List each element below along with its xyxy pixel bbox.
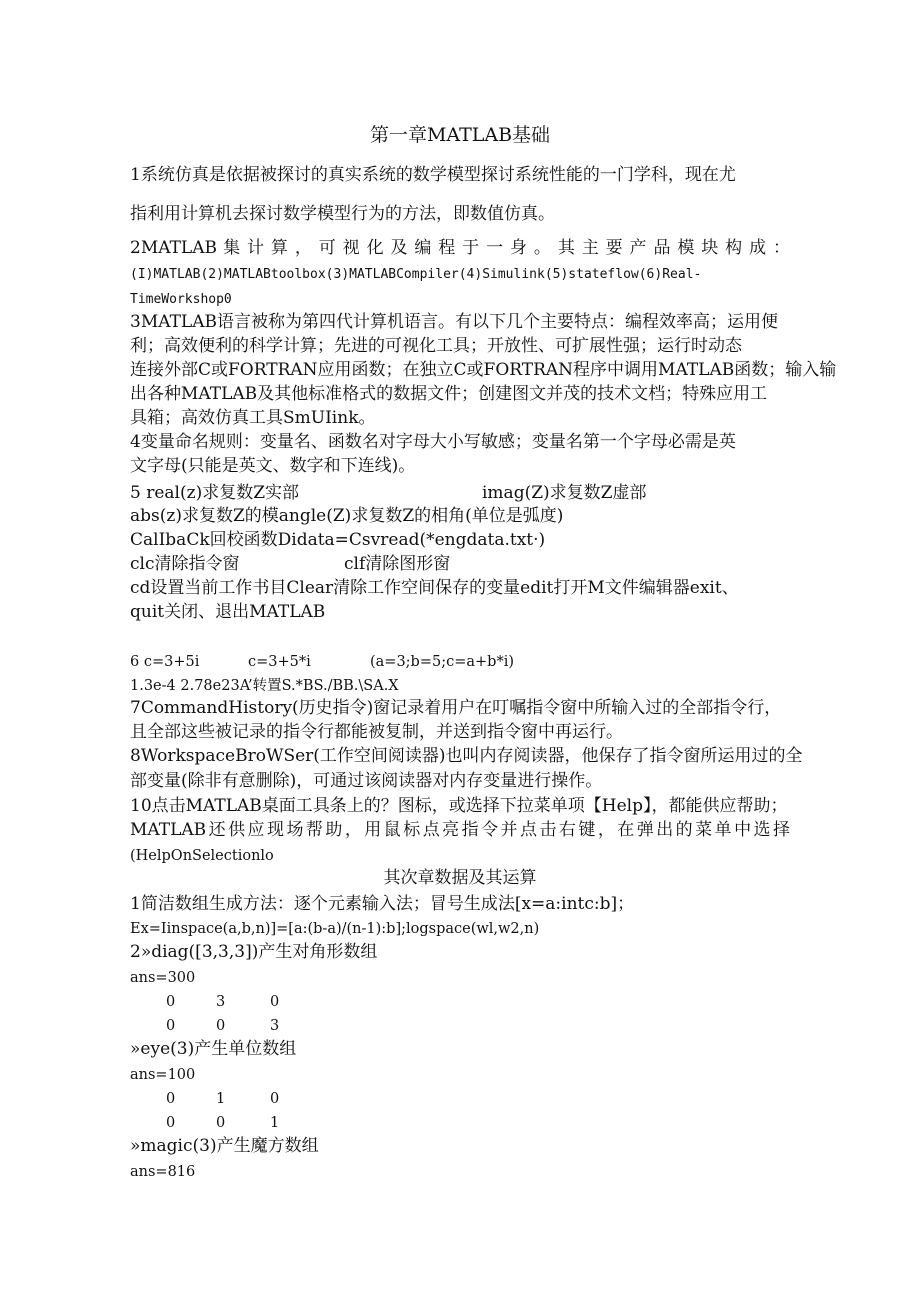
item4-line1: 4变量命名规则：变量名、函数名对字母大小写敏感；变量名第一个字母必需是英 — [130, 432, 736, 452]
item5-callback: CalIbaCk回校函数Didata=Csvread(*engdata.txt·) — [130, 530, 546, 550]
item6-c3: (a=3;b=5;c=a+b*i) — [370, 654, 514, 670]
item10-line3: (HelpOnSelectionlo — [130, 848, 274, 864]
diag-cell: 0 — [270, 994, 280, 1010]
item5-imag: imag(Z)求复数Z虚部 — [482, 483, 647, 503]
item8-line2: 部变量(除非有意删除)，可通过该阅读器对内存变量进行操作。 — [130, 771, 603, 791]
item1-line1: 1系统仿真是依据被探讨的真实系统的数学模型探讨系统性能的一门学科，现在尤 — [130, 165, 736, 185]
item5-abs-angle: abs(z)求复数Z的模angle(Z)求复数Z的相角(单位是弧度) — [130, 506, 564, 526]
eye-cell: 0 — [166, 1115, 176, 1131]
diag-cell: 0 — [216, 1018, 226, 1034]
item3-line2: 利；高效便利的科学计算；先进的可视化工具；开放性、可扩展性强；运行时动态 — [130, 336, 742, 356]
ch2-diag-ans: ans=300 — [130, 970, 196, 986]
item7-line1: 7CommandHistory(历史指令)窗记录着用户在叮嘱指令窗中所输入过的全部指令行， — [130, 698, 782, 718]
item4-line2: 文字母(只能是英文、数字和下连线)。 — [130, 456, 416, 476]
ch2-eye-ans: ans=100 — [130, 1067, 196, 1083]
ch2-diag-cmd: 2»diag([3,3,3])产生对角形数组 — [130, 942, 378, 962]
item3-line4: 出各种MATLAB及其他标准格式的数据文件；创建图文并茂的技术文档；特殊应用工 — [130, 384, 768, 404]
item3-line3: 连接外部C或FORTRAN应用函数；在独立C或FORTRAN程序中调用MATLAB函数；输入输 — [130, 360, 837, 380]
ch2-magic-ans: ans=816 — [130, 1164, 196, 1180]
item2-line1: 2MATLAB 集 计 算 ， 可 视 化 及 编 程 于 一 身 。 其 主 要 产 品 模 块 构 成 ： — [130, 238, 790, 258]
eye-cell: 0 — [216, 1115, 226, 1131]
diag-cell: 3 — [216, 994, 226, 1010]
diag-cell: 0 — [166, 994, 176, 1010]
eye-cell: 0 — [166, 1091, 176, 1107]
item7-line2: 且全部这些被记录的指令行都能被复制，并送到指令窗中再运行。 — [130, 722, 623, 742]
eye-cell: 1 — [270, 1115, 280, 1131]
item3-line5: 具箱；高效仿真工具SmUIink。 — [130, 408, 376, 428]
item10-line1: 10点击MATLAB桌面工具条上的？图标，或选择下拉菜单项【Help】，都能供应帮助； — [130, 796, 788, 816]
diag-cell: 3 — [270, 1018, 280, 1034]
eye-cell: 0 — [270, 1091, 280, 1107]
item6-c2: c=3+5*i — [248, 654, 311, 670]
eye-cell: 1 — [216, 1091, 226, 1107]
item8-line1: 8WorkspaceBroWSer(工作空间阅读器)也叫内存阅读器，他保存了指令窗所运用过的全 — [130, 746, 803, 766]
diag-cell: 0 — [166, 1018, 176, 1034]
item5-clc: clc清除指令窗 — [130, 554, 240, 574]
chapter1-title: 第一章MATLAB基础 — [369, 124, 551, 146]
ch2-item1-line2: Ex=Iinspace(a,b,n)]=[a:(b-a)/(n-1):b];logspace(wl,w2,n) — [130, 921, 540, 937]
ch2-item1-line1: 1简洁数组生成方法：逐个元素输入法；冒号生成法[x=a:intc:b]； — [130, 894, 635, 914]
item5-clf: clf清除图形窗 — [344, 554, 451, 574]
item10-line2: MATLAB还供应现场帮助，用鼠标点亮指令并点击右键，在弹出的菜单中选择 — [130, 820, 790, 840]
item6-line2: 1.3e-4 2.78e23A’转置S.*BS./BB.\SA.X — [130, 678, 399, 694]
item6-c1: 6 c=3+5i — [130, 654, 200, 670]
item2-line2: (I)MATLAB(2)MATLABtoolbox(3)MATLABCompiler(4)Simulink(5)stateflow(6)Real- — [130, 267, 702, 282]
ch2-magic-cmd: »magic(3)产生魔方数组 — [130, 1136, 319, 1156]
item5-real: 5 real(z)求复数Z实部 — [130, 483, 300, 503]
item2-line3: TimeWorkshop0 — [130, 292, 232, 307]
ch2-eye-cmd: »eye(3)产生单位数组 — [130, 1039, 297, 1059]
item5-cd-line1: cd设置当前工作书目Clear清除工作空间保存的变量edit打开M文件编辑器exit、 — [130, 578, 739, 598]
chapter2-title: 其次章数据及其运算 — [383, 868, 537, 888]
item5-cd-line2: quit关闭、退出MATLAB — [130, 602, 326, 622]
item1-line2: 指利用计算机去探讨数学模型行为的方法，即数值仿真。 — [130, 204, 555, 224]
item3-line1: 3MATLAB语言被称为第四代计算机语言。有以下几个主要特点：编程效率高；运用便 — [130, 312, 778, 332]
